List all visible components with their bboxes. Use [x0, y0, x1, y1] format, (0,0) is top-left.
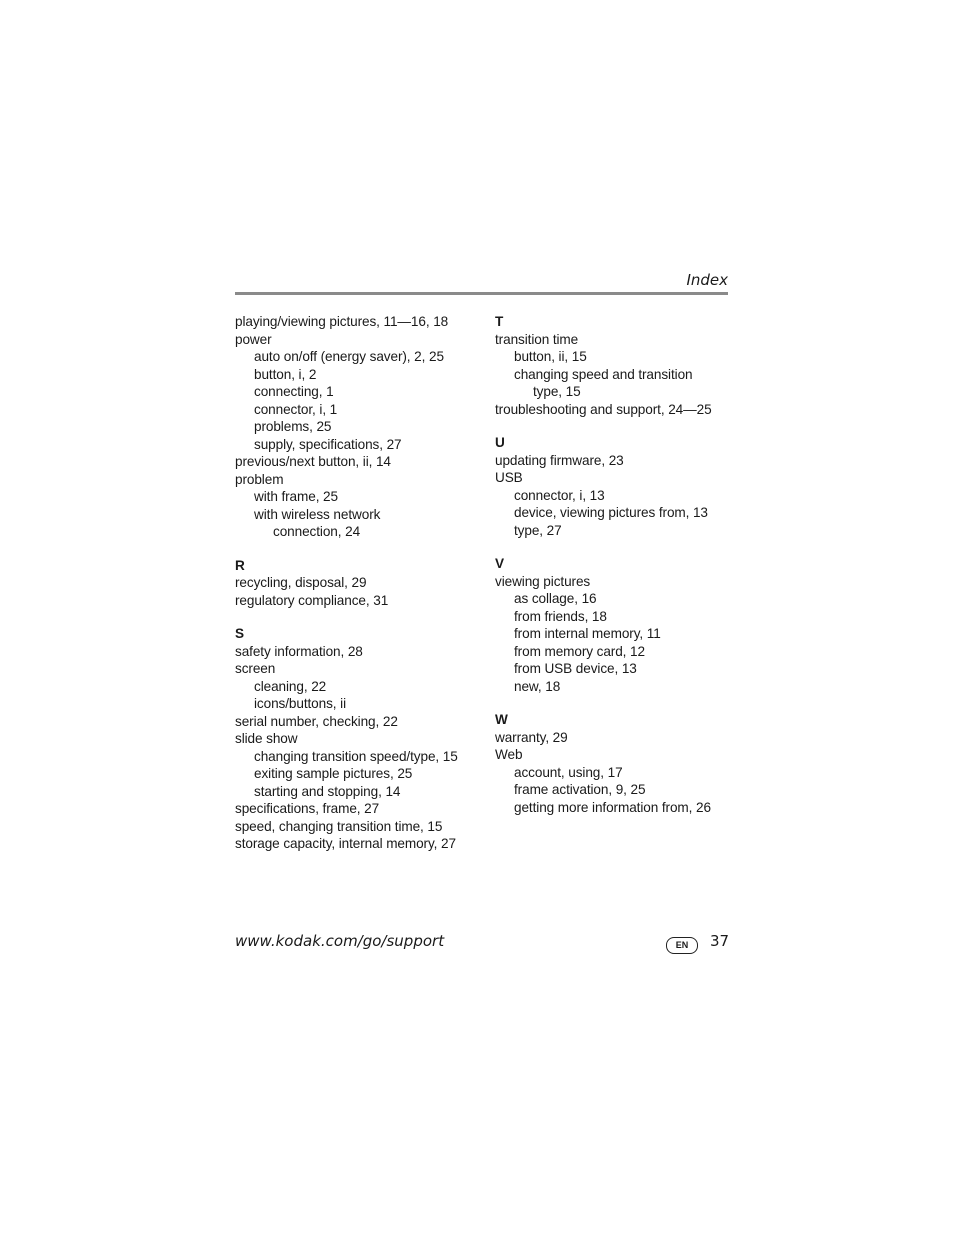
- index-entry: transition time: [495, 331, 579, 347]
- section-gap: [495, 539, 730, 555]
- index-entry: regulatory compliance, 31: [235, 592, 389, 608]
- index-subentry: new, 18: [514, 678, 561, 694]
- index-subentry: connector, i, 13: [514, 487, 605, 503]
- index-entry: Web: [495, 747, 523, 762]
- index-subentry: device, viewing pictures from, 13: [514, 505, 708, 520]
- index-entry: problem: [235, 471, 284, 487]
- page-number: 37: [710, 932, 730, 950]
- index-column-left: [235, 313, 485, 853]
- index-entry: previous/next button, ii, 14: [235, 454, 391, 469]
- support-url-link[interactable]: www.kodak.com/go/support: [235, 932, 445, 950]
- section-gap: [235, 541, 485, 557]
- index-subentry: connector, i, 1: [254, 401, 338, 417]
- index-subentry: starting and stopping, 14: [254, 783, 401, 799]
- index-subentry: with frame, 25: [254, 489, 338, 504]
- section-gap: [495, 695, 730, 711]
- index-entry: speed, changing transition time, 15: [235, 818, 443, 834]
- index-subentry: icons/buttons, ii: [254, 696, 346, 711]
- index-column-right: [495, 313, 730, 816]
- index-entry: safety information, 28: [235, 643, 363, 659]
- index-section-letter: V: [495, 556, 504, 571]
- index-entry: serial number, checking, 22: [235, 713, 398, 729]
- language-badge: EN: [666, 937, 698, 954]
- index-entry: warranty, 29: [495, 729, 568, 745]
- index-entry: troubleshooting and support, 24—25: [495, 401, 712, 417]
- index-subentry: supply, specifications, 27: [254, 436, 402, 452]
- index-section-letter: U: [495, 435, 505, 450]
- index-section-letter: R: [235, 557, 245, 573]
- index-subentry: exiting sample pictures, 25: [254, 766, 413, 781]
- index-subentry: from memory card, 12: [514, 643, 645, 659]
- index-entry: screen: [235, 661, 276, 676]
- index-subentry: problems, 25: [254, 419, 332, 434]
- index-entry: recycling, disposal, 29: [235, 575, 367, 590]
- index-subentry: with wireless network: [254, 506, 381, 522]
- index-entry: USB: [495, 470, 523, 485]
- index-subentry: connection, 24: [273, 524, 361, 539]
- index-subentry: button, i, 2: [254, 366, 317, 382]
- header-divider: [235, 292, 728, 295]
- index-subentry: cleaning, 22: [254, 678, 327, 694]
- index-subentry: frame activation, 9, 25: [514, 782, 646, 797]
- section-gap: [495, 418, 730, 434]
- section-gap: [235, 609, 485, 625]
- index-entry: slide show: [235, 731, 298, 746]
- page-title: Index: [686, 271, 728, 289]
- index-subentry: auto on/off (energy saver), 2, 25: [254, 349, 444, 364]
- index-entry: updating firmware, 23: [495, 452, 624, 468]
- index-subentry: from internal memory, 11: [514, 626, 661, 641]
- index-section-letter: T: [495, 314, 504, 329]
- index-subentry: getting more information from, 26: [514, 799, 711, 815]
- index-subentry: account, using, 17: [514, 764, 623, 780]
- index-subentry: type, 27: [514, 522, 562, 538]
- index-entry: specifications, frame, 27: [235, 801, 380, 816]
- index-entry: power: [235, 331, 272, 347]
- index-entry: viewing pictures: [495, 573, 591, 589]
- index-entry: storage capacity, internal memory, 27: [235, 836, 456, 851]
- index-subentry: as collage, 16: [514, 591, 597, 606]
- index-subentry: type, 15: [533, 384, 581, 399]
- index-subentry: changing speed and transition: [514, 366, 693, 382]
- index-subentry: changing transition speed/type, 15: [254, 748, 458, 764]
- index-subentry: from USB device, 13: [514, 661, 637, 676]
- index-entry: playing/viewing pictures, 11—16, 18: [235, 314, 449, 329]
- index-section-letter: W: [495, 712, 508, 727]
- index-subentry: from friends, 18: [514, 608, 607, 624]
- index-section-letter: S: [235, 626, 244, 641]
- index-subentry: button, ii, 15: [514, 349, 587, 364]
- index-subentry: connecting, 1: [254, 384, 334, 399]
